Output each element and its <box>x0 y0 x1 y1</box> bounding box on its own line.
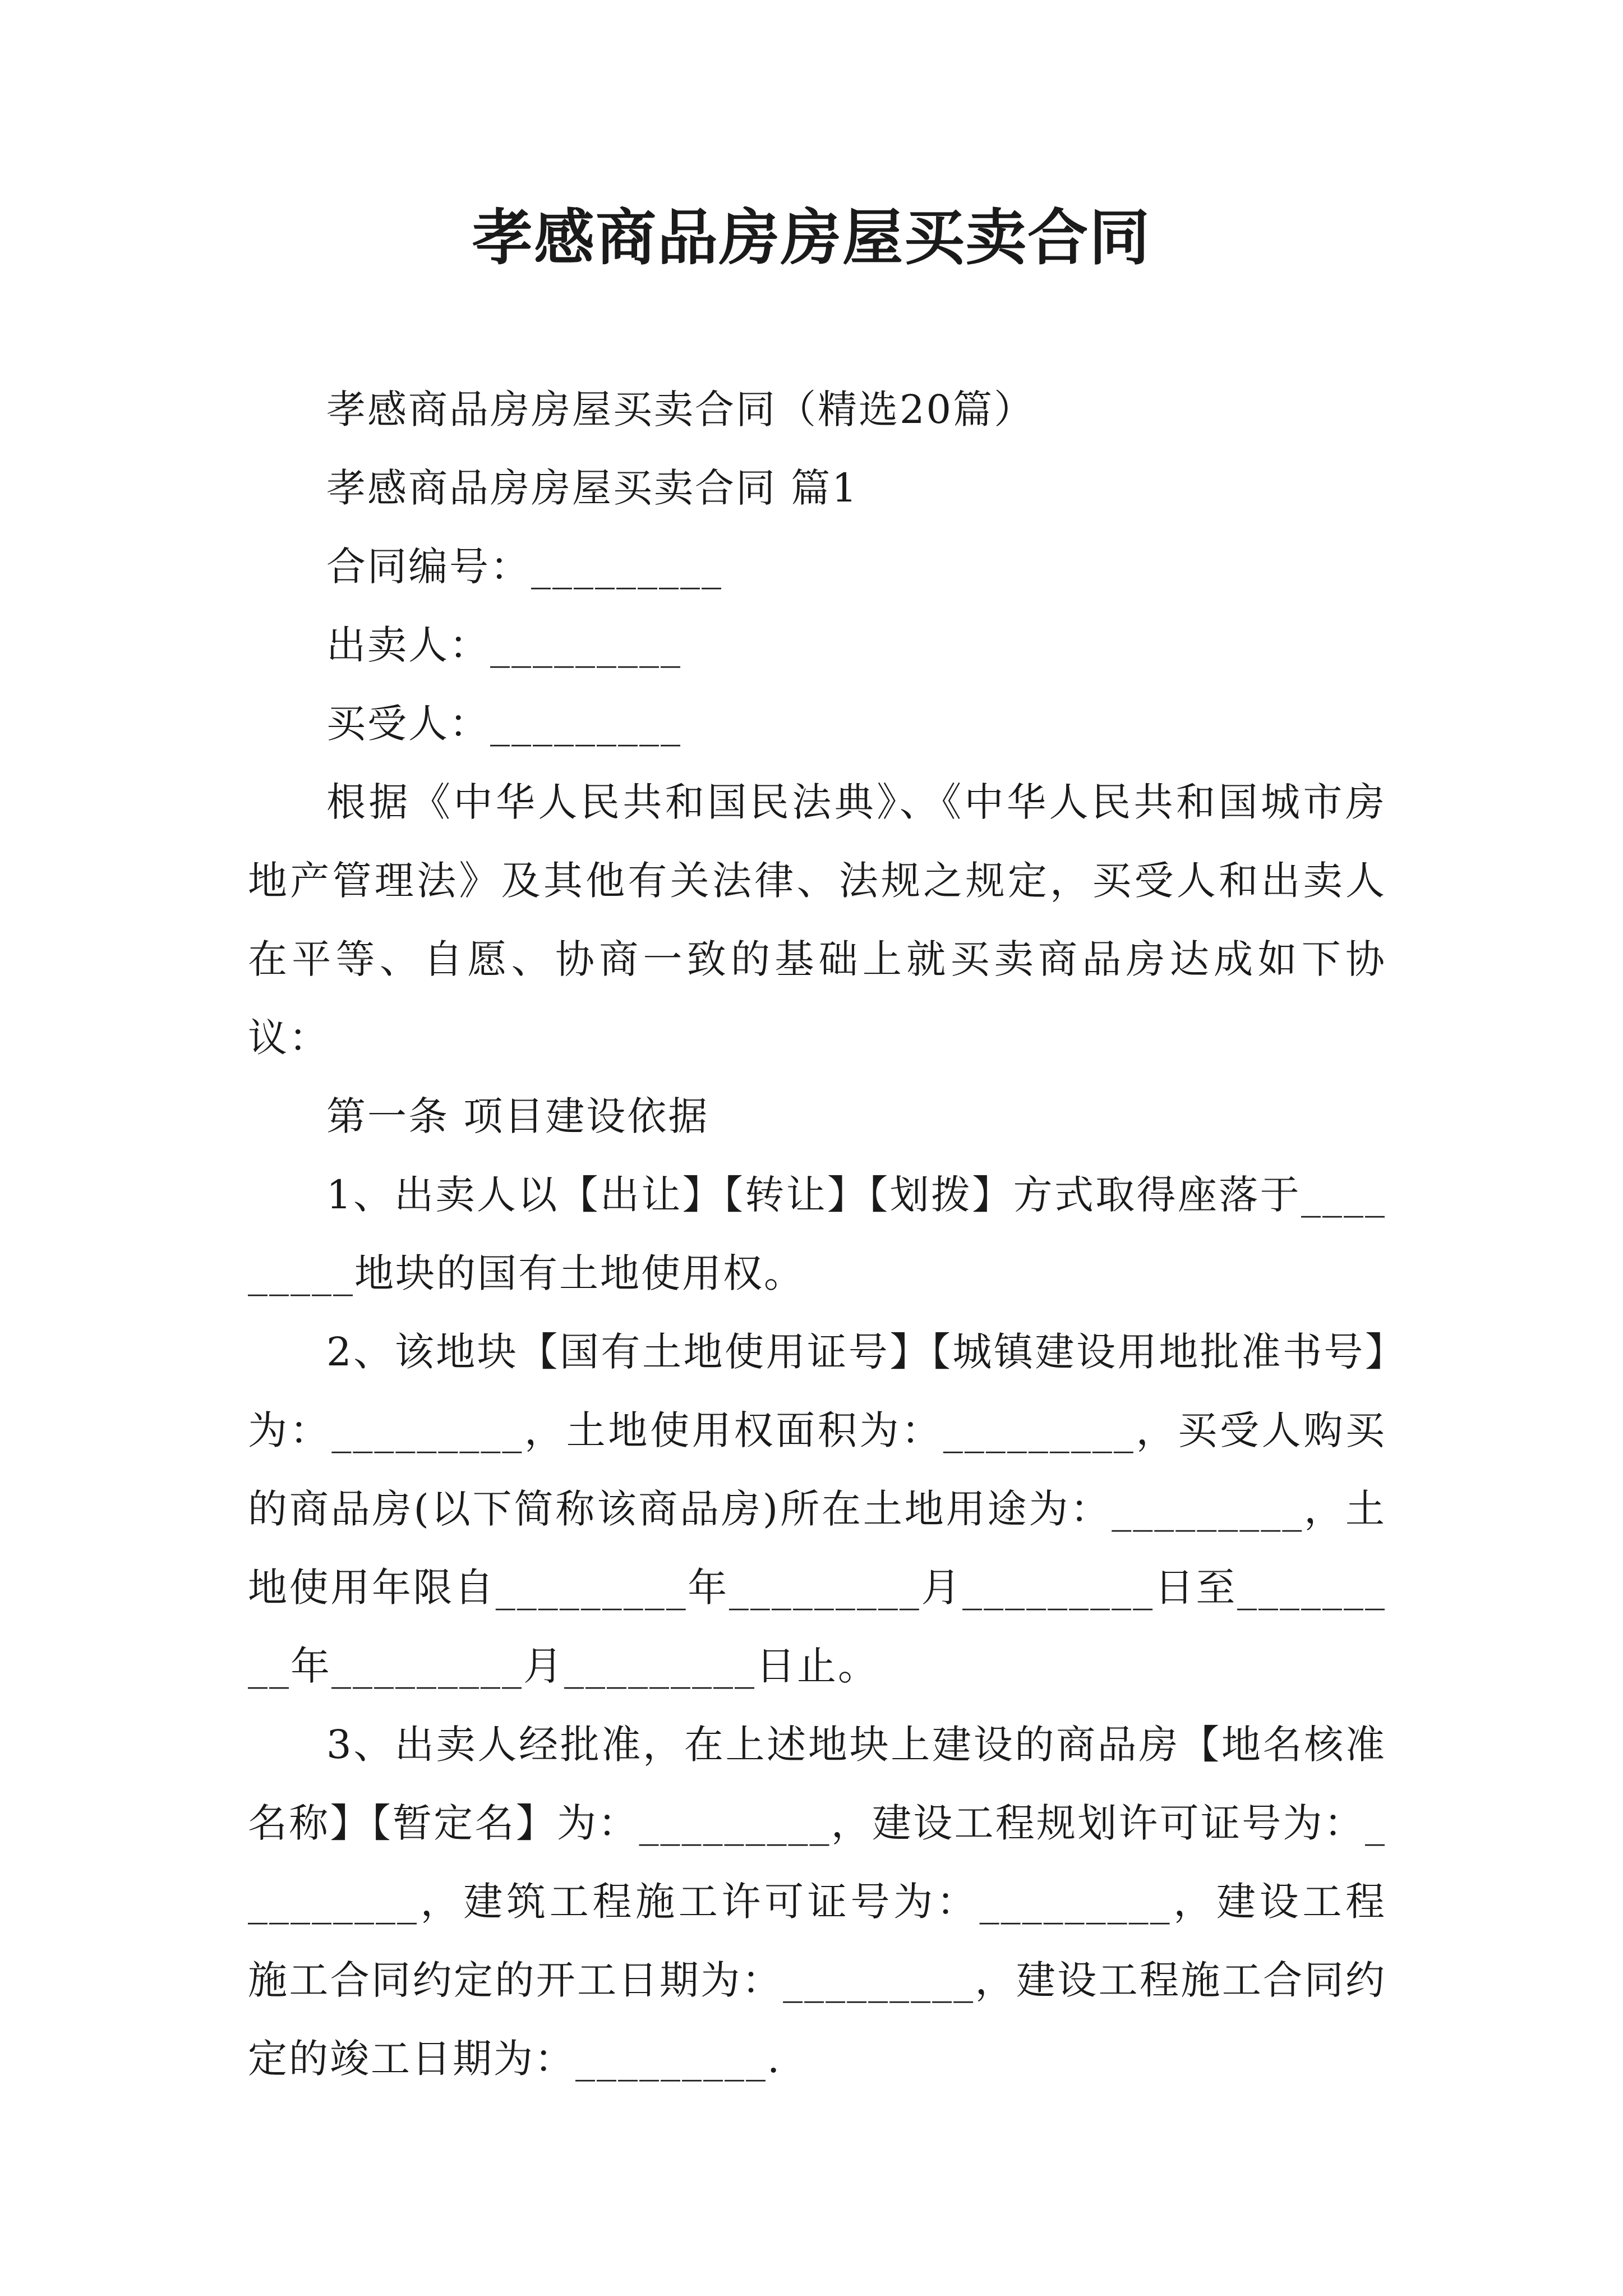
article-heading: 第一条 项目建设依据 <box>326 1093 709 1139</box>
clause-1-paragraph: 1、出卖人以【出让】【转让】【划拨】方式取得座落于_________地块的国有土地使用权。 <box>248 1172 1386 1296</box>
preamble-paragraph: 根据《中华人民共和国民法典》、《中华人民共和国城市房地产管理法》及其他有关法律、法规之规定，买受人和出卖人在平等、自愿、协商一致的基础上就买卖商品房达成如下协议： <box>248 779 1386 1061</box>
subtitle-paragraph: 孝感商品房房屋买卖合同（精选20篇） <box>326 386 1035 432</box>
document-body <box>248 370 1386 2098</box>
clause-2-paragraph: 2、该地块【国有土地使用证号】【城镇建设用地批准书号】为：_________，土地使用权面积为：_________，买受人购买的商品房(以下简称该商品房)所在土地用途为：_________，土地使用年限自_________年_________月_________日至_________年_________月_________日止。 <box>248 1329 1386 1689</box>
clause-3-paragraph: 3、出卖人经批准，在上述地块上建设的商品房【地名核准名称】【暂定名】为：_________，建设工程规划许可证号为：_________，建筑工程施工许可证号为：_________，建设工程施工合同约定的开工日期为：_________，建设工程施工合同约定的竣工日期为：_________. <box>248 1722 1386 2082</box>
seller-line: 出卖人：_________ <box>326 622 682 668</box>
contract-number-line: 合同编号：_________ <box>326 544 723 590</box>
section-heading: 孝感商品房房屋买卖合同 篇1 <box>326 465 859 511</box>
buyer-line: 买受人：_________ <box>326 701 682 747</box>
document-title: 孝感商品房房屋买卖合同 <box>472 203 1151 273</box>
